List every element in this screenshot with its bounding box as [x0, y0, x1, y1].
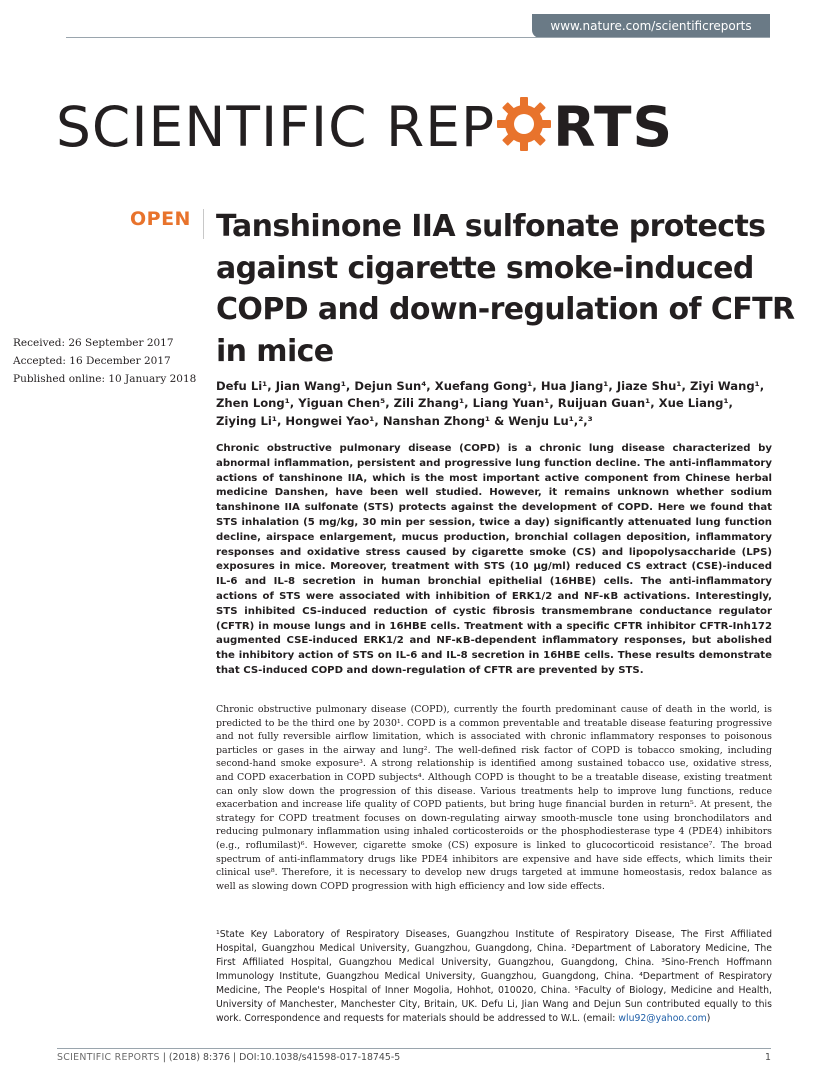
open-access-badge: OPEN: [130, 208, 191, 230]
affiliations-text: ¹State Key Laboratory of Respiratory Diseases, Guangzhou Institute of Respiratory Disease, The First Affiliated Hospital, Guangzhou Medical University, Guangzhou, Guangdong, China. ²Department of Laboratory Medicine, The First Affiliated Hospital, Guangzhou Medical University, Guangzhou, Guangdong, China. ³Sino-French Hoffmann Immunology Institute, Guangzhou Medical University, Guangzhou, Guangdong, China. ⁴Department of Respiratory Medicine, The People's Hospital of Inner Mogolia, Hohhot, 010020, China. ⁵Faculty of Biology, Medicine and Health, University of Manchester, Manchester City, Britain, UK. Defu Li, Jian Wang and Dejun Sun contributed equally to this work. Correspondence and requests for materials should be addressed to W.L. (email:: [216, 929, 772, 1024]
article-dates: [13, 334, 203, 388]
author-list: Defu Li¹, Jian Wang¹, Dejun Sun⁴, Xuefang Gong¹, Hua Jiang¹, Jiaze Shu¹, Ziyi Wang¹, Zhen Long¹, Yiguan Chen⁵, Zili Zhang¹, Liang Yuan¹, Ruijuan Guan¹, Xue Liang¹, Ziying Li¹, Hongwei Yao¹, Nanshan Zhong¹ & Wenju Lu¹,²,³: [216, 379, 765, 428]
received-date: Received: 26 September 2017: [13, 337, 174, 349]
journal-logo-text-light: SCIENTIFIC REP: [56, 95, 496, 159]
gear-icon: [496, 96, 552, 152]
journal-logo-text-bold: RTS: [553, 95, 674, 159]
article-title: Tanshinone IIA sulfonate protects against cigarette smoke-induced COPD and down-regulation of CFTR in mice: [216, 209, 795, 369]
abstract: Chronic obstructive pulmonary disease (COPD) is a chronic lung disease characterized by abnormal inflammation, persistent and progressive lung function decline. The anti-inflammatory actions of tanshinone IIA, which is the most important active component from Chinese herbal medicine Danshen, have been well studied. However, it remains unknown whether sodium tanshinone IIA sulfonate (STS) protects against the development of COPD. Here we found that STS inhalation (5 mg/kg, 30 min per session, twice a day) significantly attenuated lung function decline, airspace enlargement, mucus production, bronchial collagen deposition, inflammatory responses and oxidative stress caused by cigarette smoke (CS) and lipopolysaccharide (LPS) exposures in mice. Moreover, treatment with STS (10 µg/ml) reduced CS extract (CSE)-induced IL-6 and IL-8 secretion in human bronchial epithelial (16HBE) cells. The anti-inflammatory actions of STS were associated with inhibition of ERK1/2 and NF-κB activations. Interestingly, STS inhibited CS-induced reduction of cystic fibrosis transmembrane conductance regulator (CFTR) in mouse lungs and in 16HBE cells. Treatment with a specific CFTR inhibitor CFTR-Inh172 augmented CSE-induced ERK1/2 and NF-κB-dependent inflammatory responses, but abolished the inhibitory action of STS on IL-6 and IL-8 secretion in 16HBE cells. These results demonstrate that CS-induced COPD and down-regulation of CFTR are prevented by STS.: [216, 443, 772, 676]
journal-logo: [56, 92, 776, 162]
affiliations: [216, 928, 772, 1026]
page-number: 1: [765, 1052, 771, 1063]
accepted-date: Accepted: 16 December 2017: [13, 355, 171, 367]
journal-url-banner[interactable]: www.nature.com/scientificreports: [532, 14, 770, 38]
body-paragraph: Chronic obstructive pulmonary disease (COPD), currently the fourth predominant cause of death in the world, is predicted to be the third one by 2030¹. COPD is a common preventable and treatable disease featuring progressive and not fully reversible airflow limitation, which is associated with chronic inflammatory responses to poisonous particles or gases in the airway and lung². The well-defined risk factor of COPD is tobacco smoking, including second-hand smoke exposure³. A strong relationship is identified among sustained tobacco use, oxidative stress, and COPD exacerbation in COPD subjects⁴. Although COPD is thought to be a treatable disease, existing treatment can only slow down the progression of this disease. Various treatments help to improve lung functions, reduce exacerbation and increase life quality of COPD patients, but bring huge financial burden in return⁵. At present, the strategy for COPD treatment focuses on down-regulating airway smooth-muscle tone using bronchodilators and reducing pulmonary inflammation using inhaled corticosteroids or the phosphodiesterase type 4 (PDE4) inhibitors (e.g., roflumilast)⁶. However, cigarette smoke (CS) exposure is linked to glucocorticoid resistance⁷. The broad spectrum of anti-inflammatory drugs like PDE4 inhibitors are expensive and have side effects, which limits their clinical use⁸. Therefore, it is necessary to develop new drugs targeted at immune homeostasis, redox balance as well as slowing down COPD progression with high efficiency and low side effects.: [216, 704, 772, 892]
open-divider: [203, 209, 204, 239]
footer-journal-name: SCIENTIFIC REPORTS: [57, 1052, 160, 1063]
footer-citation: | (2018) 8:376 | DOI:10.1038/s41598-017-18745-5: [159, 1052, 401, 1063]
affiliations-end: ): [706, 1013, 711, 1024]
header-divider: [66, 37, 770, 38]
footer-divider: [57, 1048, 771, 1049]
page-footer: [57, 1052, 771, 1063]
correspondence-email-link[interactable]: wlu92@yahoo.com: [618, 1013, 707, 1024]
published-date: Published online: 10 January 2018: [13, 373, 197, 385]
